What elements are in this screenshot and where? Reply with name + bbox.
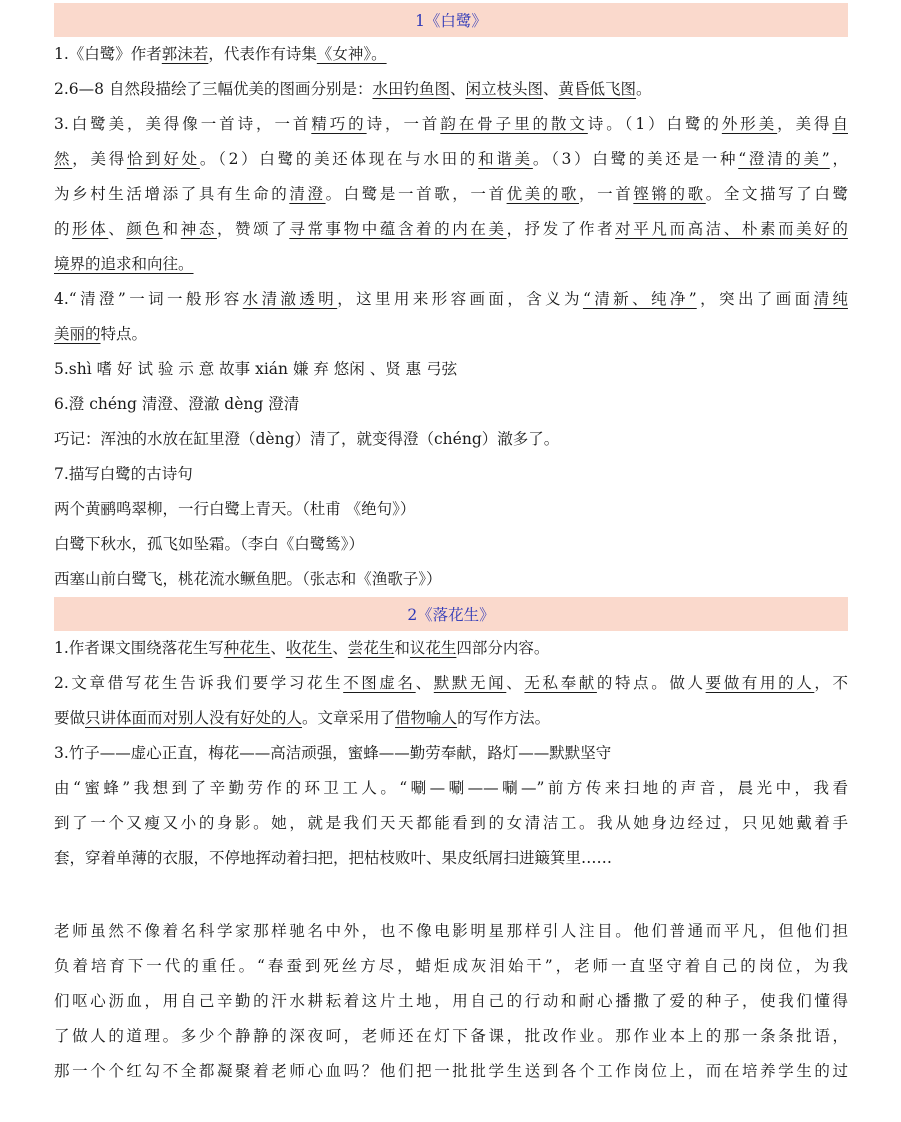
text: 、	[108, 220, 127, 238]
text: 、	[449, 80, 466, 98]
underlined-text: “澄清的美”	[738, 150, 830, 168]
text-line	[54, 701, 848, 736]
text-line	[54, 37, 848, 72]
underlined-text: 韵在骨子里的散文	[440, 115, 588, 133]
underlined-text: 议花生	[409, 639, 457, 657]
underlined-text: 清澄	[289, 185, 326, 203]
text: 和	[162, 220, 181, 238]
essay-paragraph	[54, 914, 848, 1089]
text: 4.“清澄”一词一般形容	[54, 290, 243, 308]
underlined-text: 优美的歌	[506, 185, 580, 203]
poem-line: 西塞山前白鹭飞，桃花流水鳜鱼肥。（张志和《渔歌子》）	[54, 570, 442, 588]
underlined-text: 要做有用的人	[705, 674, 815, 692]
text: 。（2）白鹭的美还体现在与水田的	[199, 150, 479, 168]
text: 的写作方法。	[457, 709, 551, 727]
text: ，代表作有诗集	[208, 45, 317, 63]
pinyin-line: 5.shì 嗜 好 试 验 示 意 故事 xián 嫌 弃 悠闲 、贤 惠 弓弦	[54, 360, 458, 378]
text: 。	[636, 80, 652, 98]
text-line	[54, 72, 848, 107]
text: ，美得	[777, 115, 833, 133]
underlined-text: 只讲体面而对别人没有好处的人	[85, 709, 303, 727]
text: 四部分内容。	[456, 639, 550, 657]
text: 、	[332, 639, 348, 657]
poem-line: 白鹭下秋水，孤飞如坠霜。（李白《白鹭鸶》）	[54, 535, 365, 553]
underlined-text: 默默无闻	[433, 674, 507, 692]
text: 2.6—8 自然段描绘了三幅优美的图画分别是：	[54, 80, 373, 98]
text: 2.文章借写花生告诉我们要学习花生	[54, 674, 344, 692]
text: 、	[415, 674, 434, 692]
text-line	[54, 212, 848, 247]
underlined-text: 外形美	[721, 115, 778, 133]
text: 。文章采用了	[302, 709, 396, 727]
text-line	[54, 177, 848, 212]
text: 、	[506, 674, 525, 692]
underlined-text: 郭沫若	[161, 45, 209, 63]
pinyin-line: 6.澄 chéng 清澄、澄澈 dèng 澄清	[54, 395, 300, 413]
underlined-text: 《女神》。	[316, 45, 387, 63]
text: 。（3）白鹭的美还是一种	[532, 150, 739, 168]
underlined-text: 和谐美	[478, 150, 533, 168]
text: 的	[54, 220, 73, 238]
underlined-text: 恰到好处	[126, 150, 200, 168]
spacer	[54, 876, 848, 914]
underlined-text: 自	[832, 115, 848, 133]
text-line	[54, 247, 848, 282]
underlined-text: 借物喻人	[395, 709, 458, 727]
text-line: 套，穿着单薄的衣服，不停地挥动着扫把，把枯枝败叶、果皮纸屑扫进簸箕里……	[54, 849, 613, 867]
text: ，抒发了作者	[506, 220, 616, 238]
text: ，不	[814, 674, 848, 692]
text: 。白鹭是一首歌，一首	[325, 185, 507, 203]
section-header-bailu	[54, 3, 848, 37]
text: 要做	[54, 709, 86, 727]
text: 诗，一首	[366, 115, 441, 133]
text: 和	[394, 639, 410, 657]
underlined-text: 无私奉献	[524, 674, 597, 692]
text-line: 由“蜜蜂”我想到了辛勤劳作的环卫工人。“唰—唰——唰—”前方传来扫地的声音，晨光中，我看	[54, 779, 848, 797]
section-header-luohuasheng	[54, 597, 848, 631]
essay-line: 们呕心沥血，用自己辛勤的汗水耕耘着这片土地，用自己的行动和耐心播撒了爱的种子，使我们懂得	[54, 992, 848, 1010]
text: 3.白鹭美，美得像一首诗，一首	[54, 115, 312, 133]
text: ，突出了画面	[696, 290, 814, 308]
section-title: 1《白鹭》	[415, 12, 487, 30]
underlined-text: 形体	[72, 220, 109, 238]
text-line	[54, 317, 848, 352]
text-line: 3.竹子——虚心正直，梅花——高洁顽强，蜜蜂——勤劳奉献，路灯——默默坚守	[54, 744, 612, 762]
text: 诗。（1）白鹭的	[587, 115, 722, 133]
poem-line: 两个黄鹂鸣翠柳，一行白鹭上青天。（杜甫 《绝句》）	[54, 500, 416, 518]
underlined-text: 铿锵的歌	[633, 185, 706, 203]
text: 1.《白鹭》作者	[54, 45, 162, 63]
underlined-text: 神态	[180, 220, 217, 238]
underlined-text: 尝花生	[347, 639, 395, 657]
text-line	[54, 142, 848, 177]
text-line: 到了一个又瘦又小的身影。她，就是我们天天都能看到的女清洁工。我从她身边经过，只见她戴着手	[54, 814, 848, 832]
text-line	[54, 282, 848, 317]
underlined-text: 寻常事物中蕴含着的内在美	[289, 220, 507, 238]
text: 的特点。做人	[596, 674, 706, 692]
text: ，	[829, 150, 848, 168]
essay-line: 负着培育下一代的重任。“春蚕到死丝方尽，蜡炬成灰泪始干”，老师一直坚守着自己的岗位，为我	[54, 957, 848, 975]
underlined-text: 然	[54, 150, 73, 168]
text: 。全文描写了白鹭	[705, 185, 848, 203]
underlined-text: 对平凡而高洁、朴素而美好的	[615, 220, 848, 238]
underlined-text: 水清澈透明	[242, 290, 338, 308]
text: 1.作者课文围绕落花生写	[54, 639, 224, 657]
underlined-text: 黄昏低飞图	[558, 80, 637, 98]
underlined-text: 不图虚名	[343, 674, 416, 692]
underlined-text: 精巧的	[311, 115, 367, 133]
text-line	[54, 631, 848, 666]
underlined-text: 种花生	[223, 639, 271, 657]
text-line	[54, 666, 848, 701]
essay-line: 了做人的道理。多少个静静的深夜呵，老师还在灯下备课，批改作业。那作业本上的那一条条批语，	[54, 1027, 848, 1045]
text: ，一首	[579, 185, 634, 203]
underlined-text: 水田钓鱼图	[372, 80, 450, 98]
underlined-text: 清纯	[813, 290, 848, 308]
text: ，这里用来形容画面，含义为	[337, 290, 583, 308]
text: ，美得	[72, 150, 127, 168]
section-title: 2《落花生》	[407, 606, 495, 624]
text: ，赞颂了	[216, 220, 290, 238]
text: 、	[270, 639, 286, 657]
text: 为乡村生活增添了具有生命的	[54, 185, 290, 203]
underlined-text: 境界的追求和向往。	[54, 255, 194, 273]
text-line	[54, 107, 848, 142]
underlined-text: 收花生	[285, 639, 333, 657]
essay-line: 老师虽然不像着名科学家那样驰名中外，也不像电影明星那样引人注目。他们普通而平凡，但他们担	[54, 922, 848, 940]
document-page	[54, 3, 848, 1089]
text: 特点。	[100, 325, 148, 343]
underlined-text: “清新、纯净”	[582, 290, 697, 308]
underlined-text: 闲立枝头图	[465, 80, 543, 98]
underlined-text: 颜色	[126, 220, 163, 238]
essay-line: 那一个个红勾不全都凝聚着老师心血吗？他们把一批批学生送到各个工作岗位上，而在培养学生的过	[54, 1062, 848, 1080]
underlined-text: 美丽的	[54, 325, 101, 343]
text-line: 7.描写白鹭的古诗句	[54, 465, 193, 483]
memory-tip-line: 巧记：浑浊的水放在缸里澄（dèng）清了，就变得澄（chéng）澈多了。	[54, 430, 560, 448]
text: 、	[543, 80, 559, 98]
